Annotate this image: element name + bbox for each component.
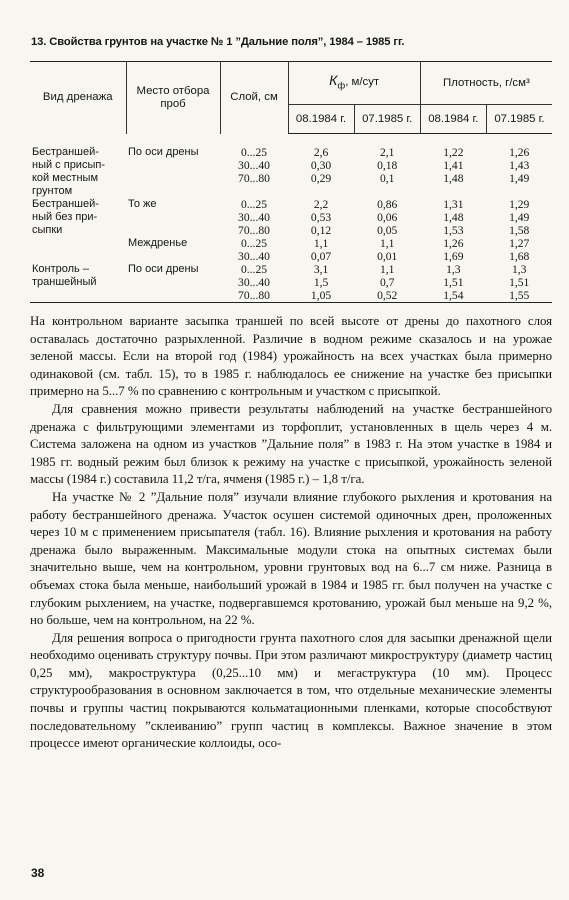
soil-properties-table: [30, 61, 552, 303]
page-number: 38: [31, 866, 45, 880]
kf-unit: , м/сут: [345, 75, 380, 88]
kf-symbol: К: [329, 71, 338, 88]
header-density: Плотность, г/см³: [420, 62, 552, 105]
paragraph: Для сравнения можно привести результаты наблюдений на участке бестраншейного дренажа с фильтрующими элементами из торфоплит, установленных в щель через 4 м. Система заложена на одном из участков ”Дальние поля” в 1983 г. На этом участке в 1984 и 1985 гг. водный режим был близок к режиму на участке с присыпкой, урожайность зеленой массы (1984 г.) составила 11,2 т/га, ячменя (1985 г.) – 1,8 т/га.: [30, 401, 552, 487]
table-row: Контроль – По оси дрены 0...25 3,1 1,1 1,3 1,3: [32, 263, 527, 276]
table-row: ный без при- 30...40 0,53 0,06 1,48 1,49: [32, 211, 530, 224]
paragraph: На участке № 2 ”Дальние поля” изучали влияние глубокого рыхления и кротования на работу бестраншейного дренажа. Участок осушен системой одиночных дрен, проложенных через 10 м с применением присыпателя (табл. 16). Влияние рыхления и кротования на работу дренажа было выраженным. Максимальные модули стока на опытных системах были значительно выше, чем на контрольном, уровни грунтовых вод на 6...7 см ниже. Разница в объемах стока была меньше, наибольший урожай в 1984 и 1985 гг. был получен на участке с глубоким рыхлением, на участке, подвергавшемся кротованию, урожай был меньше на 9,2 %, но больше, чем на контрольном, на 22 %.: [30, 489, 552, 628]
table-row: кой местным 70...80 0,29 0,1 1,48 1,49: [32, 172, 530, 185]
table-row: грунтом: [32, 185, 73, 197]
table-row: 70...80 1,05 0,52 1,54 1,55: [30, 289, 552, 303]
table-caption: 13. Свойства грунтов на участке № 1 ”Дальние поля”, 1984 – 1985 гг.: [31, 36, 405, 48]
document-page: [30, 36, 552, 753]
table-row: Бестраншей- По оси дрены 0...25 2,6 2,1 1,22 1,26: [32, 146, 530, 159]
table-row: Бестраншей- То же 0...25 2,2 0,86 1,31 1,29: [32, 198, 530, 211]
table-row: сыпки 70...80 0,12 0,05 1,53 1,58: [32, 224, 530, 237]
header-kf: [288, 62, 420, 105]
header-sampling-place: Место отбора проб: [126, 62, 220, 134]
header-kf-date-1984: 08.1984 г.: [288, 105, 354, 134]
table-row: ный с присып- 30...40 0,30 0,18 1,41 1,43: [32, 159, 530, 172]
kf-subscript: ф: [337, 80, 346, 92]
header-kf-date-1985: 07.1985 г.: [354, 105, 420, 134]
table-row: траншейный 30...40 1,5 0,7 1,51 1,51: [32, 276, 530, 289]
header-density-date-1984: 08.1984 г.: [420, 105, 486, 134]
table-row: Междренье 0...25 1,1 1,1 1,26 1,27: [128, 237, 530, 250]
table-row: 30...40 0,07 0,01 1,69 1,68: [238, 250, 530, 263]
paragraph: Для решения вопроса о пригодности грунта пахотного слоя для засыпки дренажной щели необходимо оценивать структуру почвы. При этом различают микроструктуру (диаметр частиц 0,25 мм), макроструктура (0,25...10 мм) и мегаструктура (10 мм). Процесс структурообразования в основном заключается в том, что отдельные механические элементы почвы и группы частиц покрываются кольматационными пленками, которые способствуют последовательному ”склеиванию” групп частиц в комплексы. Важное значение в этом процессе имеют органические коллоиды, осо-: [30, 630, 552, 751]
header-layer: Слой, см: [220, 62, 288, 134]
header-drainage-type: Вид дренажа: [30, 62, 126, 134]
header-density-date-1985: 07.1985 г.: [486, 105, 552, 134]
paragraph: На контрольном варианте засыпка траншей по всей высоте от дрены до пахотного слоя оставалась достаточно разрыхленной. Различие в водном режиме сказалось и на урожае зеленой массы. Если на второй год (1984) урожайность на всех участках была примерно одинаковой (см. табл. 15), то в 1985 г. наблюдалось ее снижение на участке без присыпки примерно на 5...7 % по сравнению с контрольным и участком с присыпкой.: [30, 314, 552, 399]
body-text: [30, 313, 552, 753]
